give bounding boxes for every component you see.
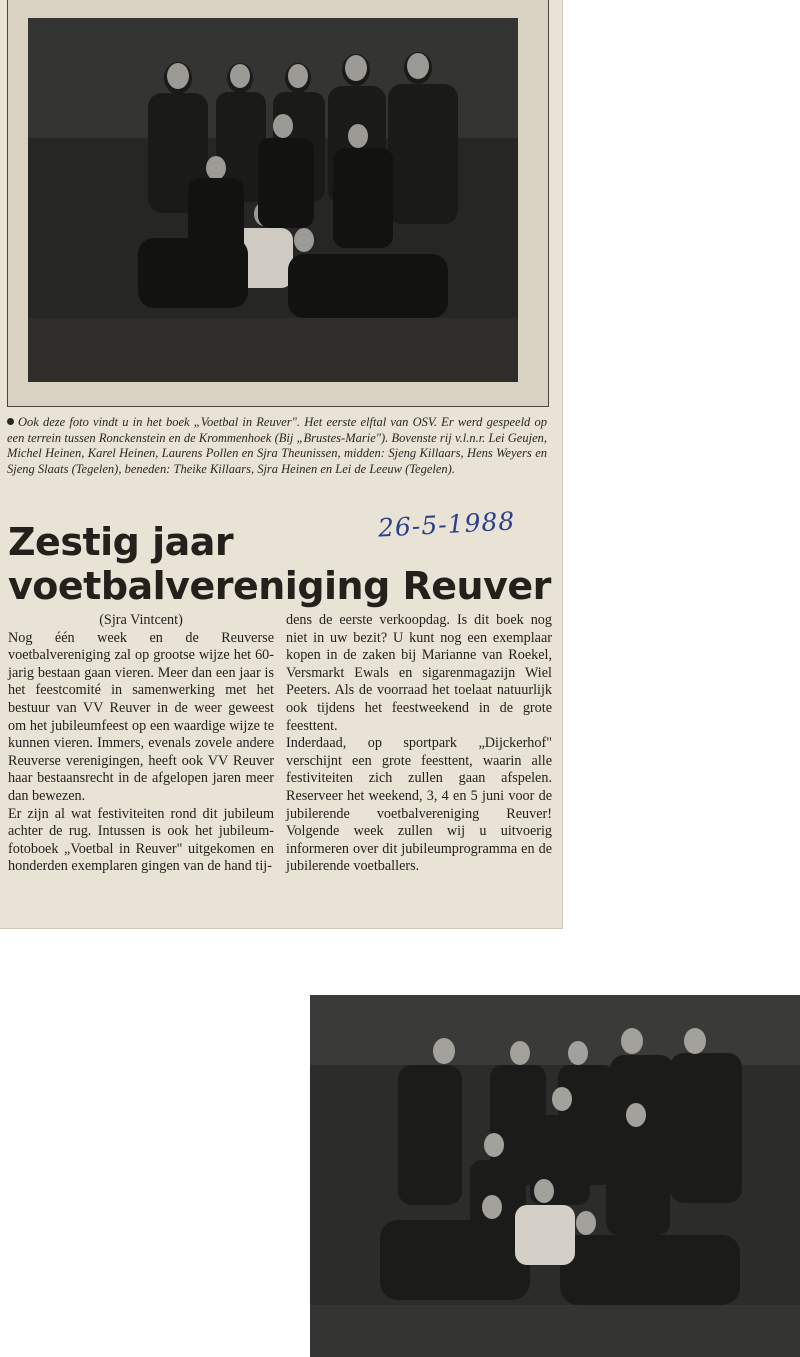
byline: (Sjra Vintcent) (99, 612, 183, 628)
newspaper-clipping (0, 0, 563, 929)
headline-line-2: voetbalvereniging Reuver (8, 564, 551, 608)
handwritten-date: 26-5-1988 (377, 506, 516, 543)
team-photo (28, 18, 518, 382)
headline-line-1: Zestig jaar (8, 520, 234, 564)
article-column-2 (286, 612, 552, 876)
caption-text: Ook deze foto vindt u in het boek „Voetbal in Reuver". Het eerste elftal van OSV. Er werd gespeeld op een terrein tussen Ronckenstein en de Krommenhoek (Bij „Brustes-Marie"). Bovenste rij v.l.n.r. Lei Geujen, Michel Heinen, Karel Heinen, Laurens Pollen en Sjra Theunissen, midden: Sjeng Killaars, Hens Weyers en Sjeng Slaats (Tegelen), beneden: Theike Killaars, Sjra Heinen en Lei de Leeuw (Tegelen). (7, 415, 547, 476)
paragraph: Nog één week en de Reuverse voetbalvereniging zal op grootse wijze het 60-jarig bestaan gaan vieren. Meer dan een jaar is het feestcomité in samenwerking met het bestuur van VV Reuver in de weer geweest om het jubileumfeest op een waardige wijze te kunnen vieren. Immers, evenals zovele andere Reuverse verenigingen, heeft ook VV Reuver haar bestaansrecht in de afgelopen jaren meer dan bewezen. (8, 629, 274, 804)
article-column-1 (8, 612, 274, 876)
article-headline (8, 520, 556, 608)
bullet-icon (7, 418, 14, 425)
paragraph: Er zijn al wat festiviteiten rond dit jubileum achter de rug. Intussen is ook het jubileum-fotoboek „Voetbal in Reuver" uitgekomen en honderden exemplaren gingen van de hand tij- (8, 805, 274, 875)
paragraph: dens de eerste verkoopdag. Is dit boek nog niet in uw bezit? U kunt nog een exemplaar kopen in de zaken bij Marianne van Roekel, Versmarkt Ewals en sigarenmagazijn Wiel Peeters. Als de voorraad het toelaat natuurlijk ook tijdens het feestweekend in de grote feesttent. (286, 612, 552, 734)
photo-caption (7, 415, 547, 477)
paragraph: Inderdaad, op sportpark „Dijckerhof" verschijnt een grote feesttent, waarin alle festiviteiten zich zullen gaan afspelen. Reserveer het weekend, 3, 4 en 5 juni voor de jubilerende voetbalvereniging Reuver! Volgende week zullen wij u uitvoerig informeren over dit jubileumprogramma en de jubilerende voetballers. (286, 735, 552, 875)
team-photo-copy (310, 995, 800, 1357)
